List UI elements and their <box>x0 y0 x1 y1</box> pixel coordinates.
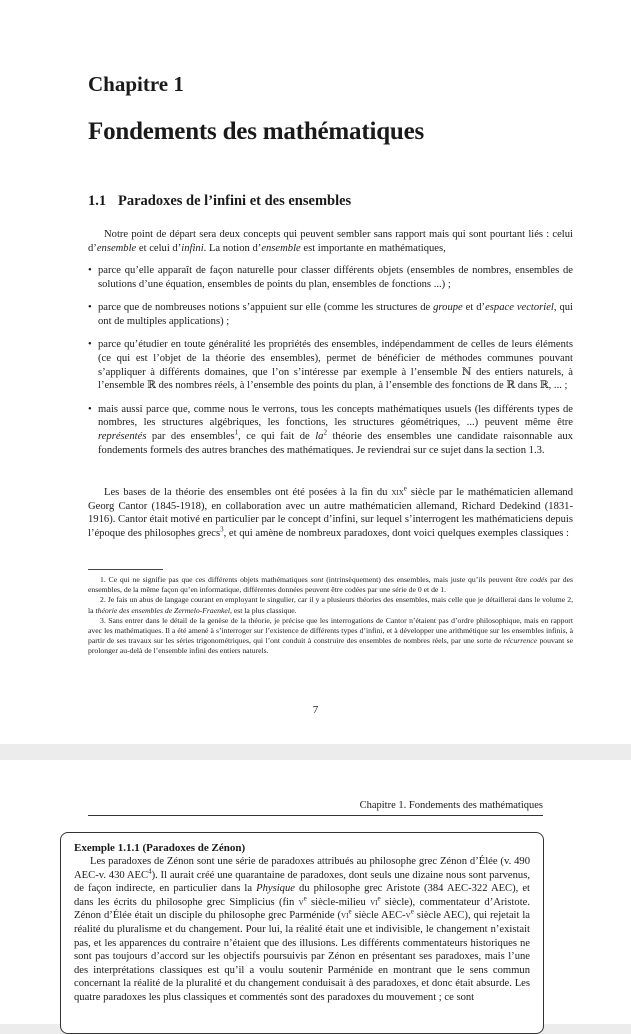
footnote-2: 2. Je fais un abus de langage courant en employant le singulier, car il y a plusieurs théories des ensembles, mais celle que je détaillerai dans le volume 2, la théorie des ensembles de Zermelo-Fraenkel, est la plus classique. <box>88 595 573 615</box>
section-title: Paradoxes de l’infini et des ensembles <box>118 193 352 209</box>
footnote-ref: 3 <box>220 525 224 534</box>
example-text: Les paradoxes de Zénon sont une série de paradoxes attribués au philosophe grec Zénon d’Élée (v. 490 AEC-v. 430 AEC$^4$). Il aurait créé une quarantaine de paradoxes, dont seuls une dizaine nous sont parvenus, de façon indirecte, en particulier dans la Physique du philosophe grec Aristote (384 AEC-322 AEC), et dans les écrits du philosophe grec Simplicius (fin $v^e$ siècle-milieu $vi^e$ siècle), commentateur d’Aristote. Zénon d’Élée était un disciple du philosophe grec Parménide ($vi^e$ siècle AEC-$v^e$ siècle AEC), qui rejetait la réalité du pluralisme et du changement. Pour lui, la réalité était une et indivisible, le changement n’existait pas, et les apparences du contraire n’étaient que des illusions. Les différents commentateurs historiques ne sont pas toujours d’accord sur les objectifs poursuivis par Zénon en présentant ses paradoxes, mais l’une des interprétations classiques est qu’il a voulu soutenir Parménide en montrant que le sens commun concernant la réalité de la pluralité et du changement conduisait à des paradoxes, et donc était absurde. Les quatre paradoxes les plus classiques et commentés sont des paradoxes du mouvement ; ce sont <box>74 856 531 1003</box>
list-item: • parce qu’étudier en toute généralité les propriétés des ensembles, indépendamment de celles de leurs éléments (ce qui est l’objet de la théorie des ensembles), permet de bénéficier de méthodes communes pouvant s’appliquer à différents domaines, que l’on s’intéresse par exemple à l’ensemble ℕ des entiers naturels, à l’ensemble ℝ des nombres réels, à l’ensemble des points du plan, à l’ensemble des fonctions de ℝ dans ℝ, ... ; <box>88 339 573 392</box>
list-item: • parce qu’elle apparaît de façon naturelle pour classer différents objets (ensembles de nombres, ensembles de solutions d’une équation, ensembles de points du plan, ensembles de fonctions ...) ; <box>88 265 573 290</box>
section-number: 1.1 <box>88 193 107 209</box>
running-head: Chapitre 1. Fondements des mathématiques <box>359 800 543 811</box>
section-heading <box>88 193 351 210</box>
footnote-ref: 4 <box>148 867 152 876</box>
footnote-ref: 2 <box>323 428 327 437</box>
body-paragraph: Les bases de la théorie des ensembles ont été posées à la fin du xix$^e$ siècle par le mathématicien allemand Georg Cantor (1845-1918), en collaboration avec un autre mathématicien allemand, Richard Dedekind (1831-1916). Cantor était motivé en particulier par le concept d’infini, sur lequel s’interrogent les mathématiciens depuis l’époque des philosophes grecs$^3$, et qui amène de nombreux paradoxes, dont voici quelques exemples classiques : <box>88 484 574 539</box>
intro-paragraph: Notre point de départ sera deux concepts qui peuvent sembler sans rapport mais qui sont pourtant liés : celui d’ensemble et celui d’infini. La notion d’ensemble est importante en mathématiques, <box>88 229 573 254</box>
list-item: • parce que de nombreuses notions s’appuient sur elle (comme les structures de groupe et d’espace vectoriel, qui ont de multiples applications) ; <box>88 302 573 327</box>
running-head-rule <box>88 815 543 816</box>
footnote-ref: 1 <box>234 428 239 437</box>
footnote-1: 1. Ce qui ne signifie pas que ces différents objets mathématiques sont (intrinsèquement) des ensembles, mais juste qu’ils peuvent être codés par des ensembles, de la même façon qu’en informatique, différentes données peuvent être codées par une série de 0 et de 1. <box>88 575 573 595</box>
footnote-3: 3. Sans entrer dans le détail de la genèse de la théorie, je précise que les interrogations de Cantor n’étaient pas d’ordre philosophique, mais en rapport avec les mathématiques. Il a été amené à s’interroger sur l’existence de différents types d’infini, et à développer une arithmétique sur les ensembles infinis, à partir de ses travaux sur les séries trigonométriques, qui l’ont conduit à construire des ensembles de nombres réels, par une sorte de récurrence pouvant se prolonger au-delà de l’ensemble infini des entiers naturels. <box>88 615 573 656</box>
page-number: 7 <box>312 704 319 716</box>
footnote-rule <box>88 569 163 570</box>
footnotes <box>88 575 573 657</box>
chapter-label: Chapitre 1 <box>88 72 184 96</box>
chapter-title: Fondements des mathématiques <box>88 118 425 145</box>
list-item: • mais aussi parce que, comme nous le verrons, tous les concepts mathématiques usuels (les différents types de nombres, les structures algébriques, les fonctions, les structures géométriques, ...) peuvent même être représentés par des ensembles$^1$, ce qui fait de $la^2$ théorie des ensembles une candidate raisonnable aux fondements formels des autres branches des mathématiques. Je reviendrai sur ce sujet dans la section 1.3. <box>88 403 573 456</box>
example-title: Exemple 1.1.1 (Paradoxes de Zénon) <box>74 842 246 854</box>
example-box <box>60 832 544 1034</box>
bullet-list <box>88 264 573 467</box>
